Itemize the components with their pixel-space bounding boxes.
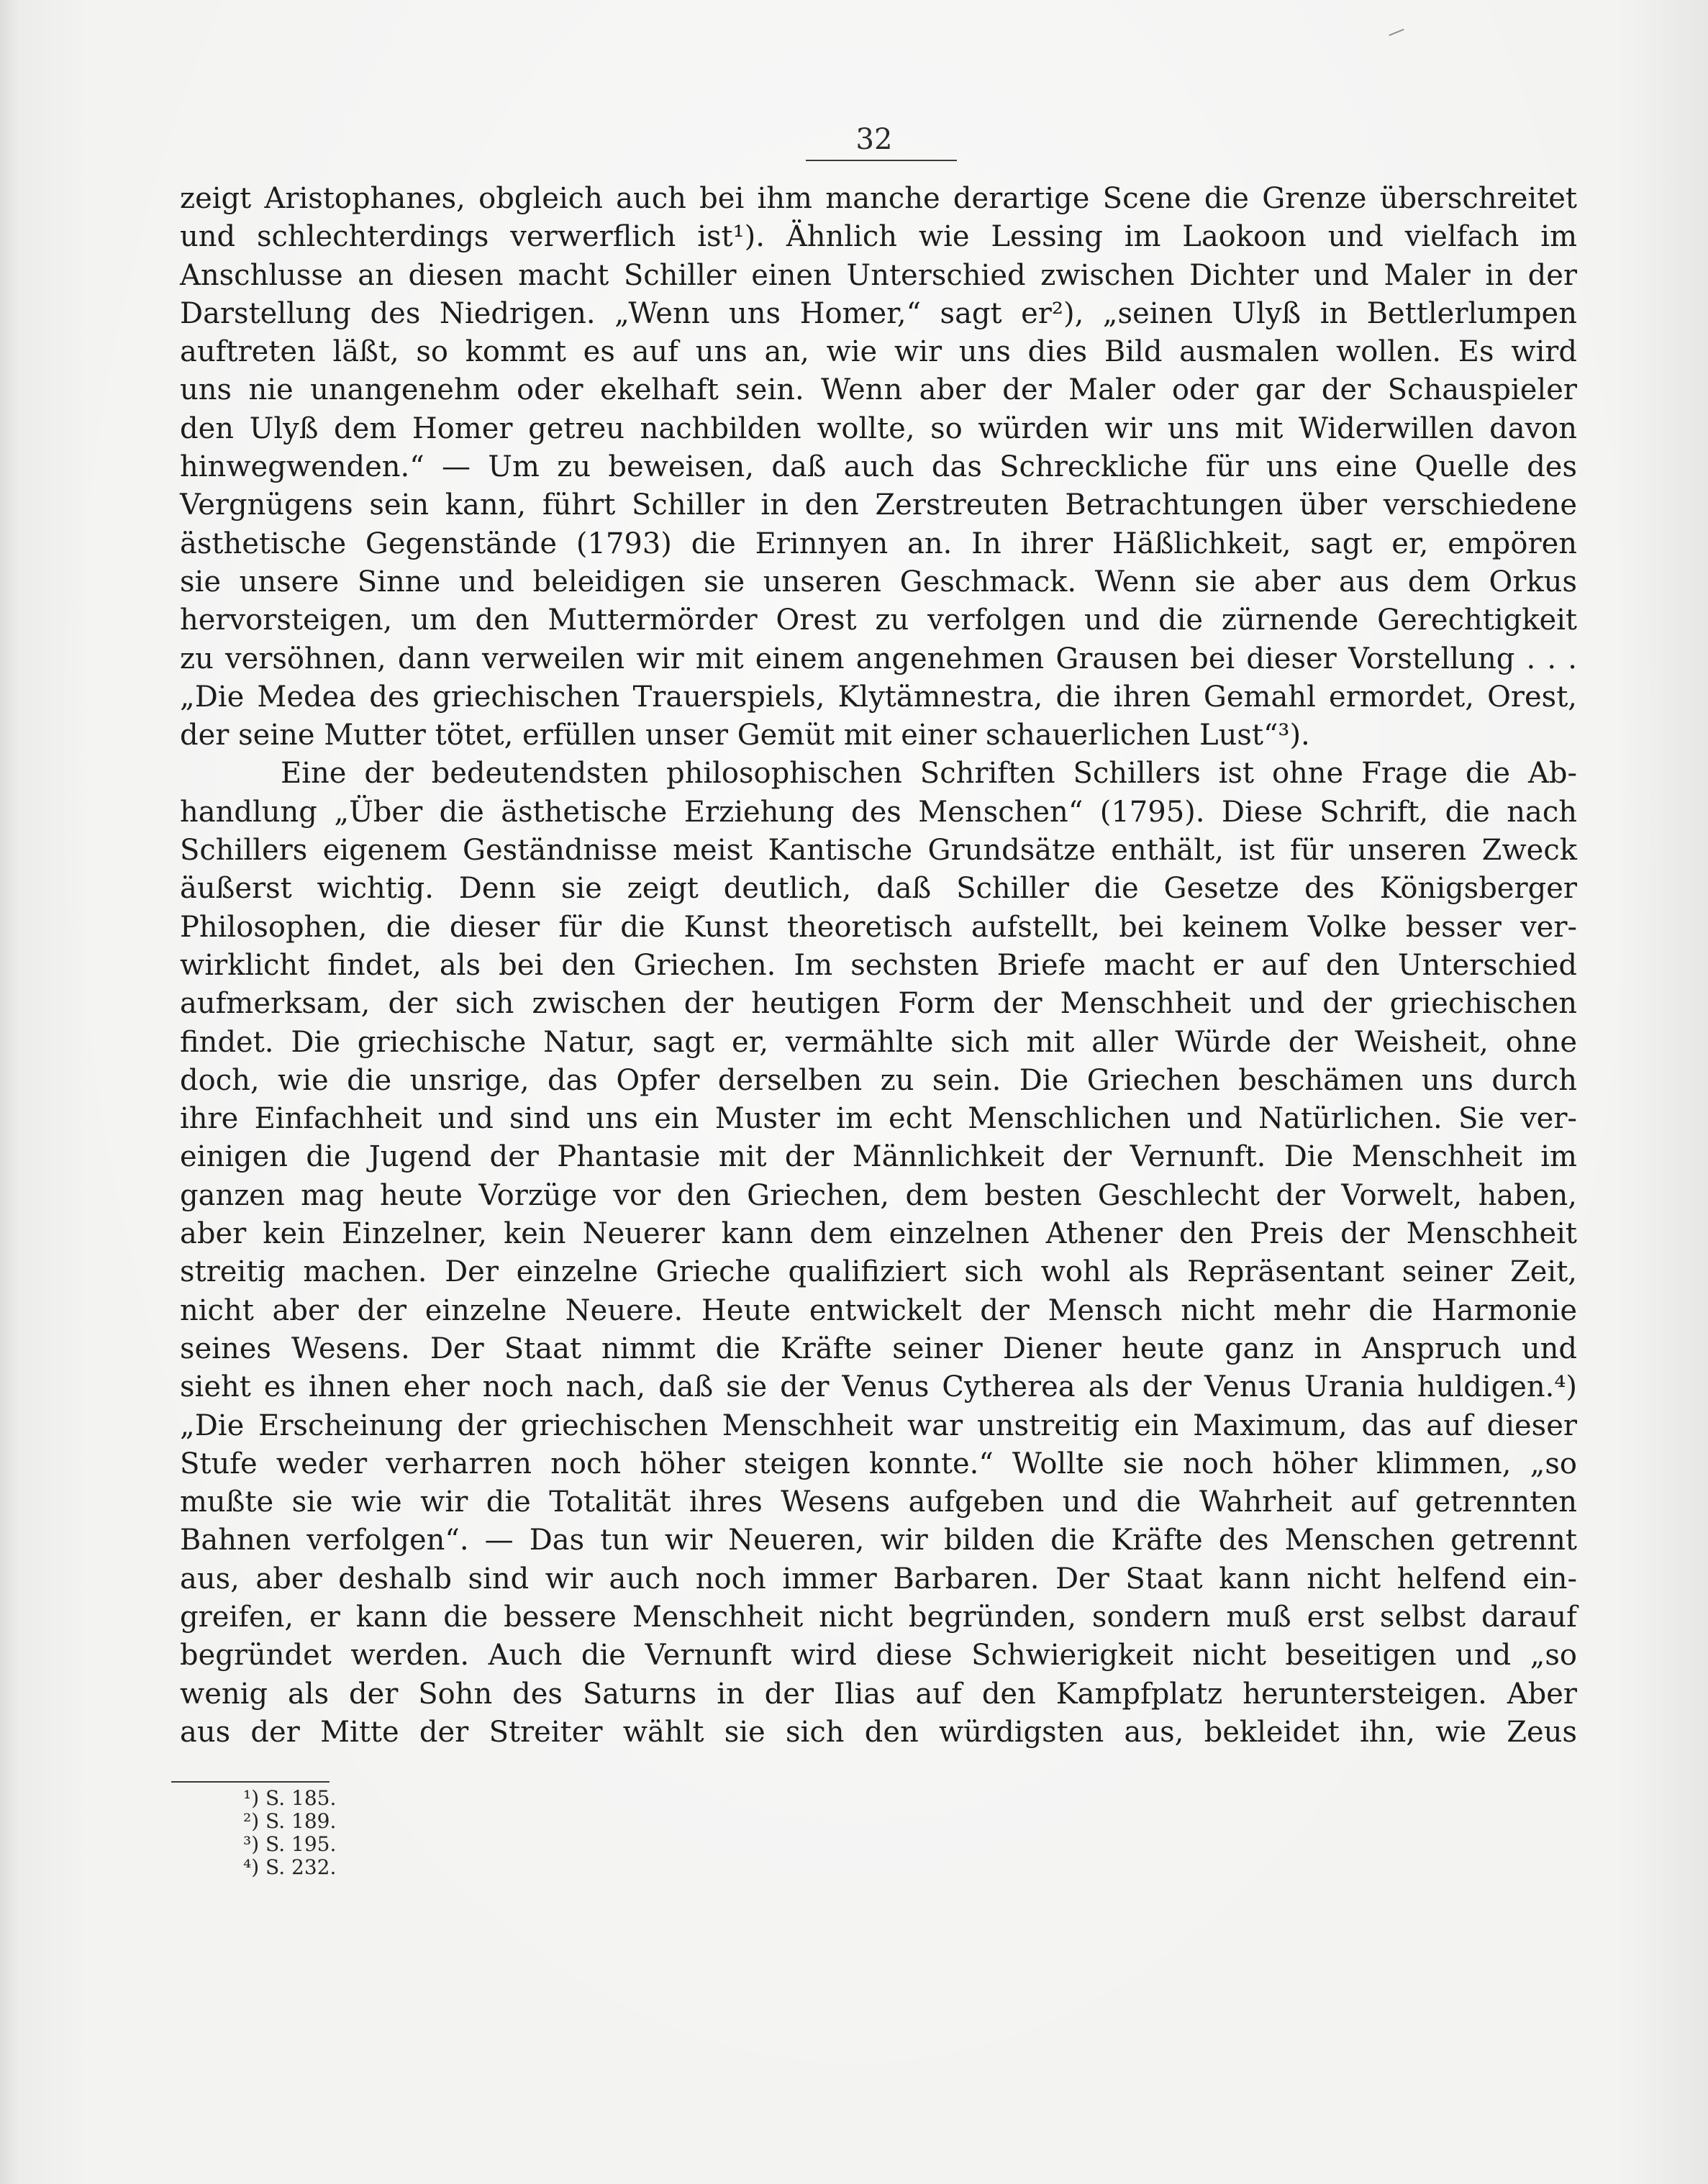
text-line: hinwegwenden.“ — Um zu beweisen, daß auch das Schreckliche für uns eine Quelle des [180, 450, 1577, 484]
text-line: „Die Erscheinung der griechischen Menschheit war unstreitig ein Maximum, das auf dieser [180, 1409, 1577, 1442]
text-line: äußerst wichtig. Denn sie zeigt deutlich, daß Schiller die Gesetze des Königsberger [180, 872, 1577, 906]
text-line: wenig als der Sohn des Saturns in der Ilias auf den Kampfplatz heruntersteigen. Aber [180, 1677, 1577, 1711]
text-line: Schillers eigenem Geständnisse meist Kantische Grundsätze enthält, ist für unseren Zweck [180, 834, 1577, 868]
text-line: aus, aber deshalb sind wir auch noch immer Barbaren. Der Staat kann nicht helfend ein- [180, 1562, 1577, 1596]
text-line: Vergnügens sein kann, führt Schiller in den Zerstreuten Betrachtungen über verschiedene [180, 488, 1577, 522]
footnote: ⁴) S. 232. [243, 1855, 337, 1879]
text-line: einigen die Jugend der Phantasie mit der Männlichkeit der Vernunft. Die Menschheit im [180, 1140, 1577, 1174]
text-line: hervorsteigen, um den Muttermörder Orest zu verfolgen und die zürnende Gerechtigkeit [180, 604, 1577, 637]
text-line: wirklicht findet, als bei den Griechen. Im sechsten Briefe macht er auf den Unterschied [180, 948, 1577, 982]
text-line: „Die Medea des griechischen Trauerspiels, Klytämnestra, die ihren Gemahl ermordet, Orest, [180, 680, 1577, 714]
text-line: greifen, er kann die bessere Menschheit nicht begründen, sondern muß erst selbst darauf [180, 1600, 1577, 1634]
text-line: zu versöhnen, dann verweilen wir mit einem angenehmen Grausen bei dieser Vorstellung . . . [180, 642, 1577, 675]
text-line: auftreten läßt, so kommt es auf uns an, wie wir uns dies Bild ausmalen wollen. Es wird [180, 335, 1577, 369]
text-line: handlung „Über die ästhetische Erziehung des Menschen“ (1795). Diese Schrift, die nach [180, 795, 1577, 829]
text-line: begründet werden. Auch die Vernunft wird diese Schwierigkeit nicht beseitigen und „so [180, 1639, 1577, 1673]
text-line: aber kein Einzelner, kein Neuerer kann dem einzelnen Athener den Preis der Menschheit [180, 1217, 1577, 1251]
text-line: Eine der bedeutendsten philosophischen Schriften Schillers ist ohne Frage die Ab- [281, 757, 1577, 791]
text-line: den Ulyß dem Homer getreu nachbilden wollte, so würden wir uns mit Widerwillen davon [180, 411, 1577, 445]
page-number-rule [806, 160, 957, 161]
text-line: ihre Einfachheit und sind uns ein Muster im echt Menschlichen und Natürlichen. Sie ver- [180, 1102, 1577, 1136]
text-line: aufmerksam, der sich zwischen der heutigen Form der Menschheit und der griechischen [180, 987, 1577, 1021]
text-line: nicht aber der einzelne Neuere. Heute entwickelt der Mensch nicht mehr die Harmonie [180, 1293, 1577, 1327]
text-line: zeigt Aristophanes, obgleich auch bei ihm manche derartige Scene die Grenze überschreitet [180, 182, 1577, 215]
footnote-rule [171, 1781, 330, 1783]
text-line: seines Wesens. Der Staat nimmt die Kräfte seiner Diener heute ganz in Anspruch und [180, 1332, 1577, 1365]
text-line: uns nie unangenehm oder ekelhaft sein. Wenn aber der Maler oder gar der Schauspieler [180, 373, 1577, 407]
footnote: ³) S. 195. [243, 1832, 337, 1856]
text-line: Bahnen verfolgen“. — Das tun wir Neueren, wir bilden die Kräfte des Menschen getrennt [180, 1524, 1577, 1557]
text-line: sie unsere Sinne und beleidigen sie unseren Geschmack. Wenn sie aber aus dem Orkus [180, 565, 1577, 599]
text-line: doch, wie die unsrige, das Opfer derselben zu sein. Die Griechen beschämen uns durch [180, 1063, 1577, 1097]
text-line: Stufe weder verharren noch höher steigen konnte.“ Wollte sie noch höher klimmen, „so [180, 1447, 1577, 1480]
text-line: Philosophen, die dieser für die Kunst theoretisch aufstellt, bei keinem Volke besser ver- [180, 910, 1577, 944]
text-line: Darstellung des Niedrigen. „Wenn uns Homer,“ sagt er²), „seinen Ulyß in Bettlerlumpen [180, 296, 1577, 330]
text-line: und schlechterdings verwerflich ist¹). Ähnlich wie Lessing im Laokoon und vielfach im [180, 220, 1577, 254]
text-line: der seine Mutter tötet, erfüllen unser Gemüt mit einer schauerlichen Lust“³). [180, 719, 1310, 752]
text-line: mußte sie wie wir die Totalität ihres Wesens aufgeben und die Wahrheit auf getrennten [180, 1485, 1577, 1519]
footnote: ²) S. 189. [243, 1809, 337, 1833]
text-line: sieht es ihnen eher noch nach, daß sie der Venus Cytherea als der Venus Urania huldigen.⁴) [180, 1370, 1577, 1404]
scan-mark [1389, 29, 1404, 36]
text-line: ganzen mag heute Vorzüge vor den Griechen, dem besten Geschlecht der Vorwelt, haben, [180, 1178, 1577, 1212]
text-line: Anschlusse an diesen macht Schiller einen Unterschied zwischen Dichter und Maler in der [180, 258, 1577, 292]
page-number: 32 [855, 123, 893, 156]
text-line: ästhetische Gegenstände (1793) die Erinnyen an. In ihrer Häßlichkeit, sagt er, empören [180, 527, 1577, 560]
text-line: findet. Die griechische Natur, sagt er, vermählte sich mit aller Würde der Weisheit, ohne [180, 1025, 1577, 1059]
text-line: streitig machen. Der einzelne Grieche qualifiziert sich wohl als Repräsentant seiner Zeit, [180, 1255, 1577, 1289]
text-line: aus der Mitte der Streiter wählt sie sich den würdigsten aus, bekleidet ihn, wie Zeus [180, 1715, 1577, 1749]
footnotes [243, 1787, 459, 1879]
body-text [180, 180, 1577, 1752]
footnote: ¹) S. 185. [243, 1786, 337, 1810]
